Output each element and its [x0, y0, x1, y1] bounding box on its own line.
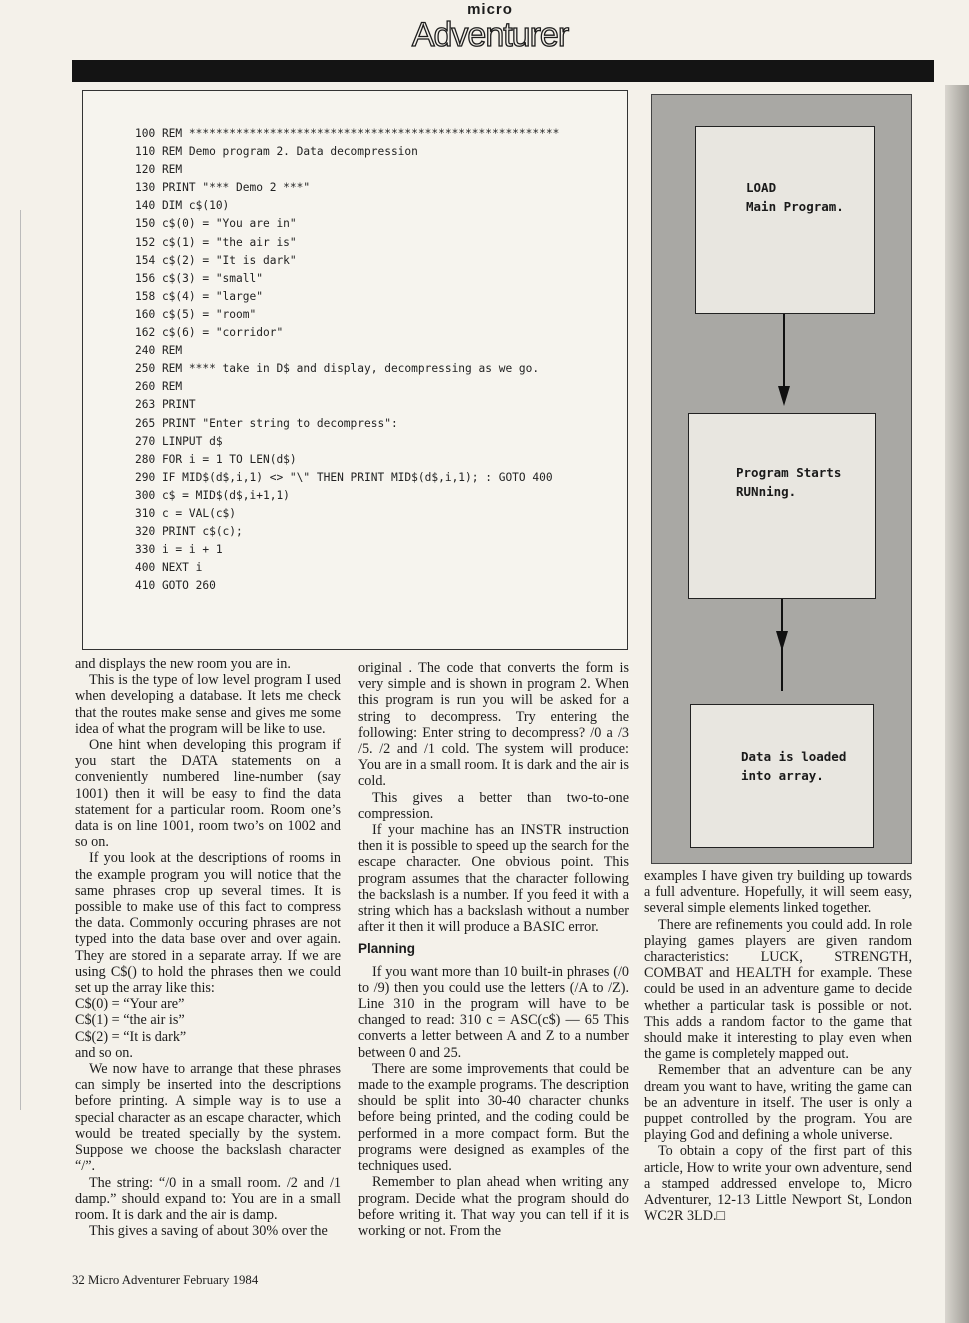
code-line: 263 PRINT — [135, 398, 196, 412]
paragraph: and displays the new room you are in. — [75, 656, 291, 672]
code-line: 400 NEXT i — [135, 561, 203, 575]
array-line: C$(2) = “It is dark” — [75, 1028, 187, 1045]
masthead-logo — [410, 2, 570, 58]
code-line: 154 c$(2) = "It is dark" — [135, 253, 297, 267]
code-line: 150 c$(0) = "You are in" — [135, 217, 297, 231]
code-line: 156 c$(3) = "small" — [135, 271, 263, 285]
code-line: 158 c$(4) = "large" — [135, 289, 263, 303]
paragraph: The string: “/0 in a small room. /2 and /1 damp.” should expand to: You are in a small room. It is dark and the air is damp. — [75, 1174, 341, 1223]
paragraph: This is the type of low level program I used when developing a database. It lets me check that the routes make sense and gives me some idea of what the program will be like to use. — [75, 672, 341, 737]
code-line: 270 LINPUT d$ — [135, 434, 223, 448]
paragraph: There are some improvements that could be made to the example programs. The description should be split into 30-40 character chunks before being printed, and the coding could be performed in a more compact form. But the programs were designed as examples of the techniques used. — [358, 1060, 629, 1175]
page-edge-line — [20, 210, 21, 1110]
code-line: 260 REM — [135, 380, 183, 394]
code-line: 250 REM **** take in D$ and display, decompressing as we go. — [135, 362, 540, 376]
code-line: 330 i = i + 1 — [135, 543, 223, 557]
code-line: 320 PRINT c$(c); — [135, 525, 243, 539]
code-line: 240 REM — [135, 344, 183, 358]
code-line: 162 c$(6) = "corridor" — [135, 326, 284, 340]
page-gutter-shadow — [945, 85, 969, 1323]
paragraph: original . The code that converts the form is very simple and is shown in program 2. When this program is run you will be asked for a string to decompress. Try entering the following: Enter string to decompress? /0 a /3 /5. /2 and /1 cold. The system will produce: You are in a small room. It is dark and the air is cold. — [358, 660, 629, 790]
paragraph: If your machine has an INSTR instruction then it is possible to speed up the search for the escape character. One obvious point. This program assumes that the character following the backslash is a number. If you feed it with a string which has a backslash without a number after it then it will produce a BASIC error. — [358, 822, 629, 936]
flowchart-arrow-2-icon — [772, 599, 792, 705]
code-line: 310 c = VAL(c$) — [135, 506, 237, 520]
flowchart-box-data-label: Data is loaded into array. — [741, 749, 847, 783]
section-heading-planning: Planning — [358, 941, 415, 957]
program-listing-box — [82, 90, 628, 650]
article-column-3 — [644, 868, 912, 1224]
code-line: 265 PRINT "Enter string to decompress": — [135, 416, 398, 430]
page-footer: 32 Micro Adventurer February 1984 — [72, 1273, 259, 1287]
flowchart-box-run — [688, 413, 876, 599]
logo-micro: micro — [467, 1, 513, 18]
paragraph: To obtain a copy of the first part of this article, How to write your own adventure, send a stamped addressed envelope to, Micro Adventurer, 12-13 Little Newport St, London WC2R 3LD.□ — [644, 1143, 912, 1225]
code-line: 100 REM ******************************************************* — [135, 127, 560, 140]
code-line: 120 REM — [135, 163, 183, 177]
array-line: C$(0) = “Your are” — [75, 996, 185, 1013]
flowchart-box-data — [690, 704, 874, 848]
paragraph: Remember to plan ahead when writing any program. Decide what the program should do before writing it. That way you can tell if it is working or not. From the — [358, 1174, 629, 1239]
paragraph: This gives a better than two-to-one compression. — [358, 789, 629, 822]
paragraph: This gives a saving of about 30% over the — [89, 1223, 328, 1240]
paragraph: There are refinements you could add. In role playing games players are given random characteristics: LUCK, STRENGTH, COMBAT and HEALTH for example. These could be used in an adventure game to decide whether a particular task is possible or not. This adds a random factor to the game that should make it interesting to play even when the game is completely mapped out. — [644, 916, 912, 1063]
code-line: 410 GOTO 260 — [135, 579, 216, 593]
paragraph: One hint when developing this program if you start the DATA statements on a conveniently numbered line-number (say 1001) then it will be easy to find the data statement for a particular room. Room one’s data is on line 1001, room two’s on 1002 and so on. — [75, 737, 341, 851]
code-line: 290 IF MID$(d$,i,1) <> "\" THEN PRINT MID$(d$,i,1); : GOTO 400 — [135, 470, 553, 484]
code-line: 300 c$ = MID$(d$,i+1,1) — [135, 488, 290, 502]
article-column-2 — [358, 660, 629, 1239]
header-bar — [72, 60, 934, 82]
paragraph: If you want more than 10 built-in phrases (/0 to /9) then you could use the letters (/A to /Z). Line 310 in the program will have to be changed to read: 310 c = ASC(c$) — 65 This converts a letter between A and Z to a number between 0 and 25. — [358, 963, 629, 1061]
flowchart-box-run-label: Program Starts RUNning. — [736, 465, 842, 499]
code-line: 110 REM Demo program 2. Data decompression — [135, 145, 418, 159]
flowchart-arrow-1-icon — [774, 314, 794, 414]
article-column-1 — [75, 656, 341, 1239]
code-line: 152 c$(1) = "the air is" — [135, 235, 297, 249]
flowchart-box-load-label: LOAD Main Program. — [746, 180, 844, 214]
code-line: 130 PRINT "*** Demo 2 ***" — [135, 181, 311, 195]
logo-adventurer: Adventurer — [411, 16, 569, 54]
flowchart-panel — [651, 94, 912, 864]
paragraph: We now have to arrange that these phrases can simply be inserted into the descriptions before printing. A simple way is to use a special character as an escape character, which would be treated specially by the system. Suppose we choose the backslash character “/”. — [75, 1061, 341, 1175]
paragraph: Remember that an adventure can be any dream you want to have, writing the game can be an adventure in itself. The user is only a puppet controlled by the program. You are playing God and defining a whole universe. — [644, 1062, 912, 1144]
flowchart-box-load — [695, 126, 875, 314]
code-line: 140 DIM c$(10) — [135, 199, 230, 213]
code-line: 280 FOR i = 1 TO LEN(d$) — [135, 452, 297, 466]
paragraph: If you look at the descriptions of rooms in the example program you will notice that the same phrases crop up several times. It is possible to make use of this fact to compress the data. Commonly occuring phrases are not typed into the data base over and over again. They are stored in a separate array. If we are using C$() to hold the phrases then we could set up the array like this: — [75, 850, 341, 997]
array-line: and so on. — [75, 1044, 133, 1061]
paragraph: examples I have given try building up towards a full adventure. Hopefully, it will seem easy, several simple elements linked together. — [644, 868, 912, 917]
program-listing — [135, 125, 559, 595]
array-line: C$(1) = “the air is” — [75, 1012, 185, 1029]
code-line: 160 c$(5) = "room" — [135, 307, 257, 321]
